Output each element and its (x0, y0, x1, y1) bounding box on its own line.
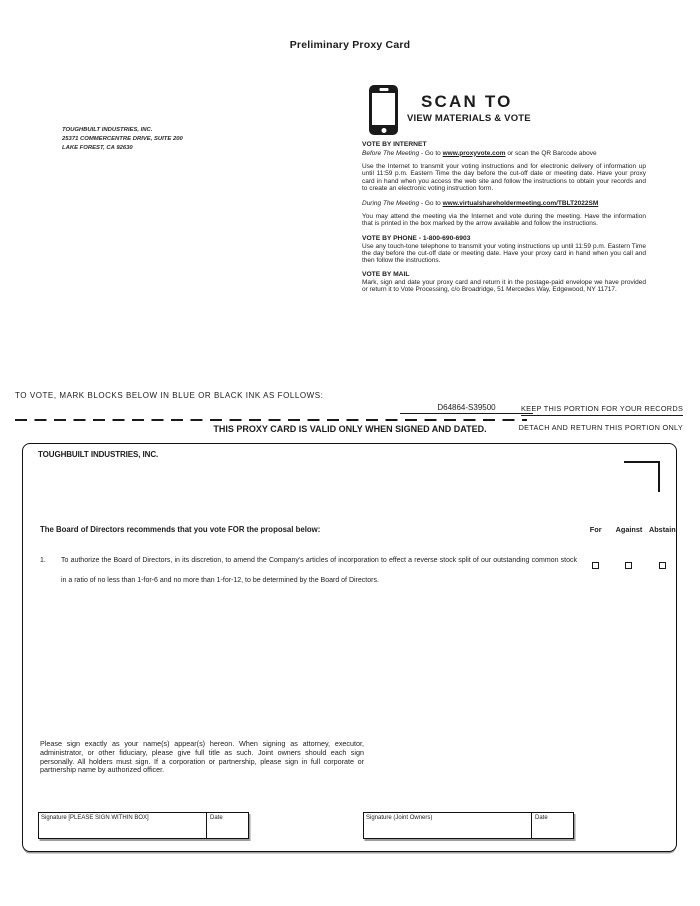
vote-option-header-for: For (589, 525, 602, 534)
phone-home-button (381, 128, 386, 133)
vote-option-header-abstain: Abstain (648, 525, 676, 534)
phone-screen (372, 93, 395, 125)
proposal-checkbox-row (579, 556, 679, 574)
signature-label: Signature [PLEASE SIGN WITHIN BOX] (41, 815, 149, 821)
internet-instructions: Use the Internet to transmit your voting instructions and for electronic delivery of information up until 11:59 p.m. Eastern Time the day before the cut-off date or meeting date. Have your proxy card in hand when you access the web site and follow the instructions to obtain your records and to create an electronic voting instruction form. (362, 163, 646, 192)
signature-box-primary[interactable] (38, 812, 249, 839)
sender-address-line1: 25371 COMMERCENTRE DRIVE, SUITE 200 (62, 136, 183, 142)
before-meeting-label: Before The Meeting (362, 149, 420, 157)
date-label-joint: Date (535, 815, 548, 821)
vote-by-phone-heading: VOTE BY PHONE - 1-800-690-6903 (362, 234, 471, 242)
scan-to-title: SCAN TO (421, 92, 513, 111)
scan-to-subtitle: VIEW MATERIALS & VOTE (407, 113, 531, 124)
card-company-name: TOUGHBUILT INDUSTRIES, INC. (38, 450, 159, 459)
against-checkbox[interactable] (625, 562, 632, 569)
vote-option-header-against: Against (615, 525, 643, 534)
meeting-attendance-note: You may attend the meeting via the Internet and vote during the meeting. Have the information that is printed in the box marked by the arrow available and follow the instructions. (362, 212, 646, 227)
smartphone-icon (369, 85, 398, 135)
for-checkbox[interactable] (592, 562, 599, 569)
before-meeting-suffix: or scan the QR Barcode above (505, 149, 597, 157)
board-recommendation: The Board of Directors recommends that you vote FOR the proposal below: (40, 525, 321, 534)
signature-joint-label: Signature (Joint Owners) (366, 815, 433, 821)
perforation-line (15, 419, 527, 421)
page-title: Preliminary Proxy Card (289, 39, 411, 51)
proxy-card (22, 443, 677, 852)
phone-speaker-slot (379, 88, 388, 91)
corner-arrow-mark (624, 461, 660, 492)
during-meeting-label: During The Meeting (362, 200, 420, 207)
during-meeting-mid: - Go to (419, 200, 443, 207)
vote-option-headers (579, 525, 679, 534)
proposal-number: 1. (40, 557, 46, 564)
vote-by-mail-heading: VOTE BY MAIL (362, 270, 410, 278)
sign-instructions: Please sign exactly as your name(s) appear(s) hereon. When signing as attorney, executor, administrator, or other fiduciary, please give full title as such. Joint owners should each sign personally. All holders must sign. If a corporation or partnership, please sign in full corporate or partnership name by authorized officer. (40, 739, 364, 775)
date-field[interactable] (206, 813, 248, 838)
valid-when-signed-note: THIS PROXY CARD IS VALID ONLY WHEN SIGNED AND DATED. (213, 424, 487, 434)
sender-address-line2: LAKE FOREST, CA 92630 (62, 145, 133, 151)
phone-instructions: Use any touch-tone telephone to transmit your voting instructions up until 11:59 p.m. Eastern Time the day before the cut-off date or meeting date. Have your proxy card in hand when you call and then follow the instructions. (362, 242, 646, 265)
mail-instructions: Mark, sign and date your proxy card and return it in the postage-paid envelope we have provided or return it to Vote Processing, c/o Broadridge, 51 Mercedes Way, Edgewood, NY 11717. (362, 278, 646, 293)
virtual-meeting-link[interactable]: www.virtualshareholdermeeting.com/TBLT2022SM (442, 200, 599, 207)
before-meeting-mid: - Go to (419, 149, 443, 157)
sender-address-block (62, 126, 183, 153)
signature-box-joint[interactable] (363, 812, 574, 839)
proposal-text: To authorize the Board of Directors, in its discretion, to amend the Company's articles of incorporation to effect a reverse stock split of our outstanding common stock in a ratio of no less than 1-for-6 and no more than 1-for-12, to be determined by the Board of Directors. (61, 557, 577, 584)
sender-name: TOUGHBUILT INDUSTRIES, INC. (62, 127, 153, 133)
keep-portion-note: KEEP THIS PORTION FOR YOUR RECORDS (521, 404, 683, 416)
date-field-joint[interactable] (531, 813, 573, 838)
mark-instruction: TO VOTE, MARK BLOCKS BELOW IN BLUE OR BLACK INK AS FOLLOWS: (15, 391, 324, 400)
date-label: Date (210, 815, 223, 821)
during-meeting-line (362, 200, 646, 207)
before-meeting-line (362, 150, 646, 157)
vote-by-internet-heading: VOTE BY INTERNET (362, 141, 427, 148)
control-number: D64864-S39500 (400, 403, 533, 414)
detach-note: DETACH AND RETURN THIS PORTION ONLY (518, 423, 683, 432)
proxyvote-link[interactable]: www.proxyvote.com (442, 149, 506, 157)
abstain-checkbox[interactable] (659, 562, 666, 569)
